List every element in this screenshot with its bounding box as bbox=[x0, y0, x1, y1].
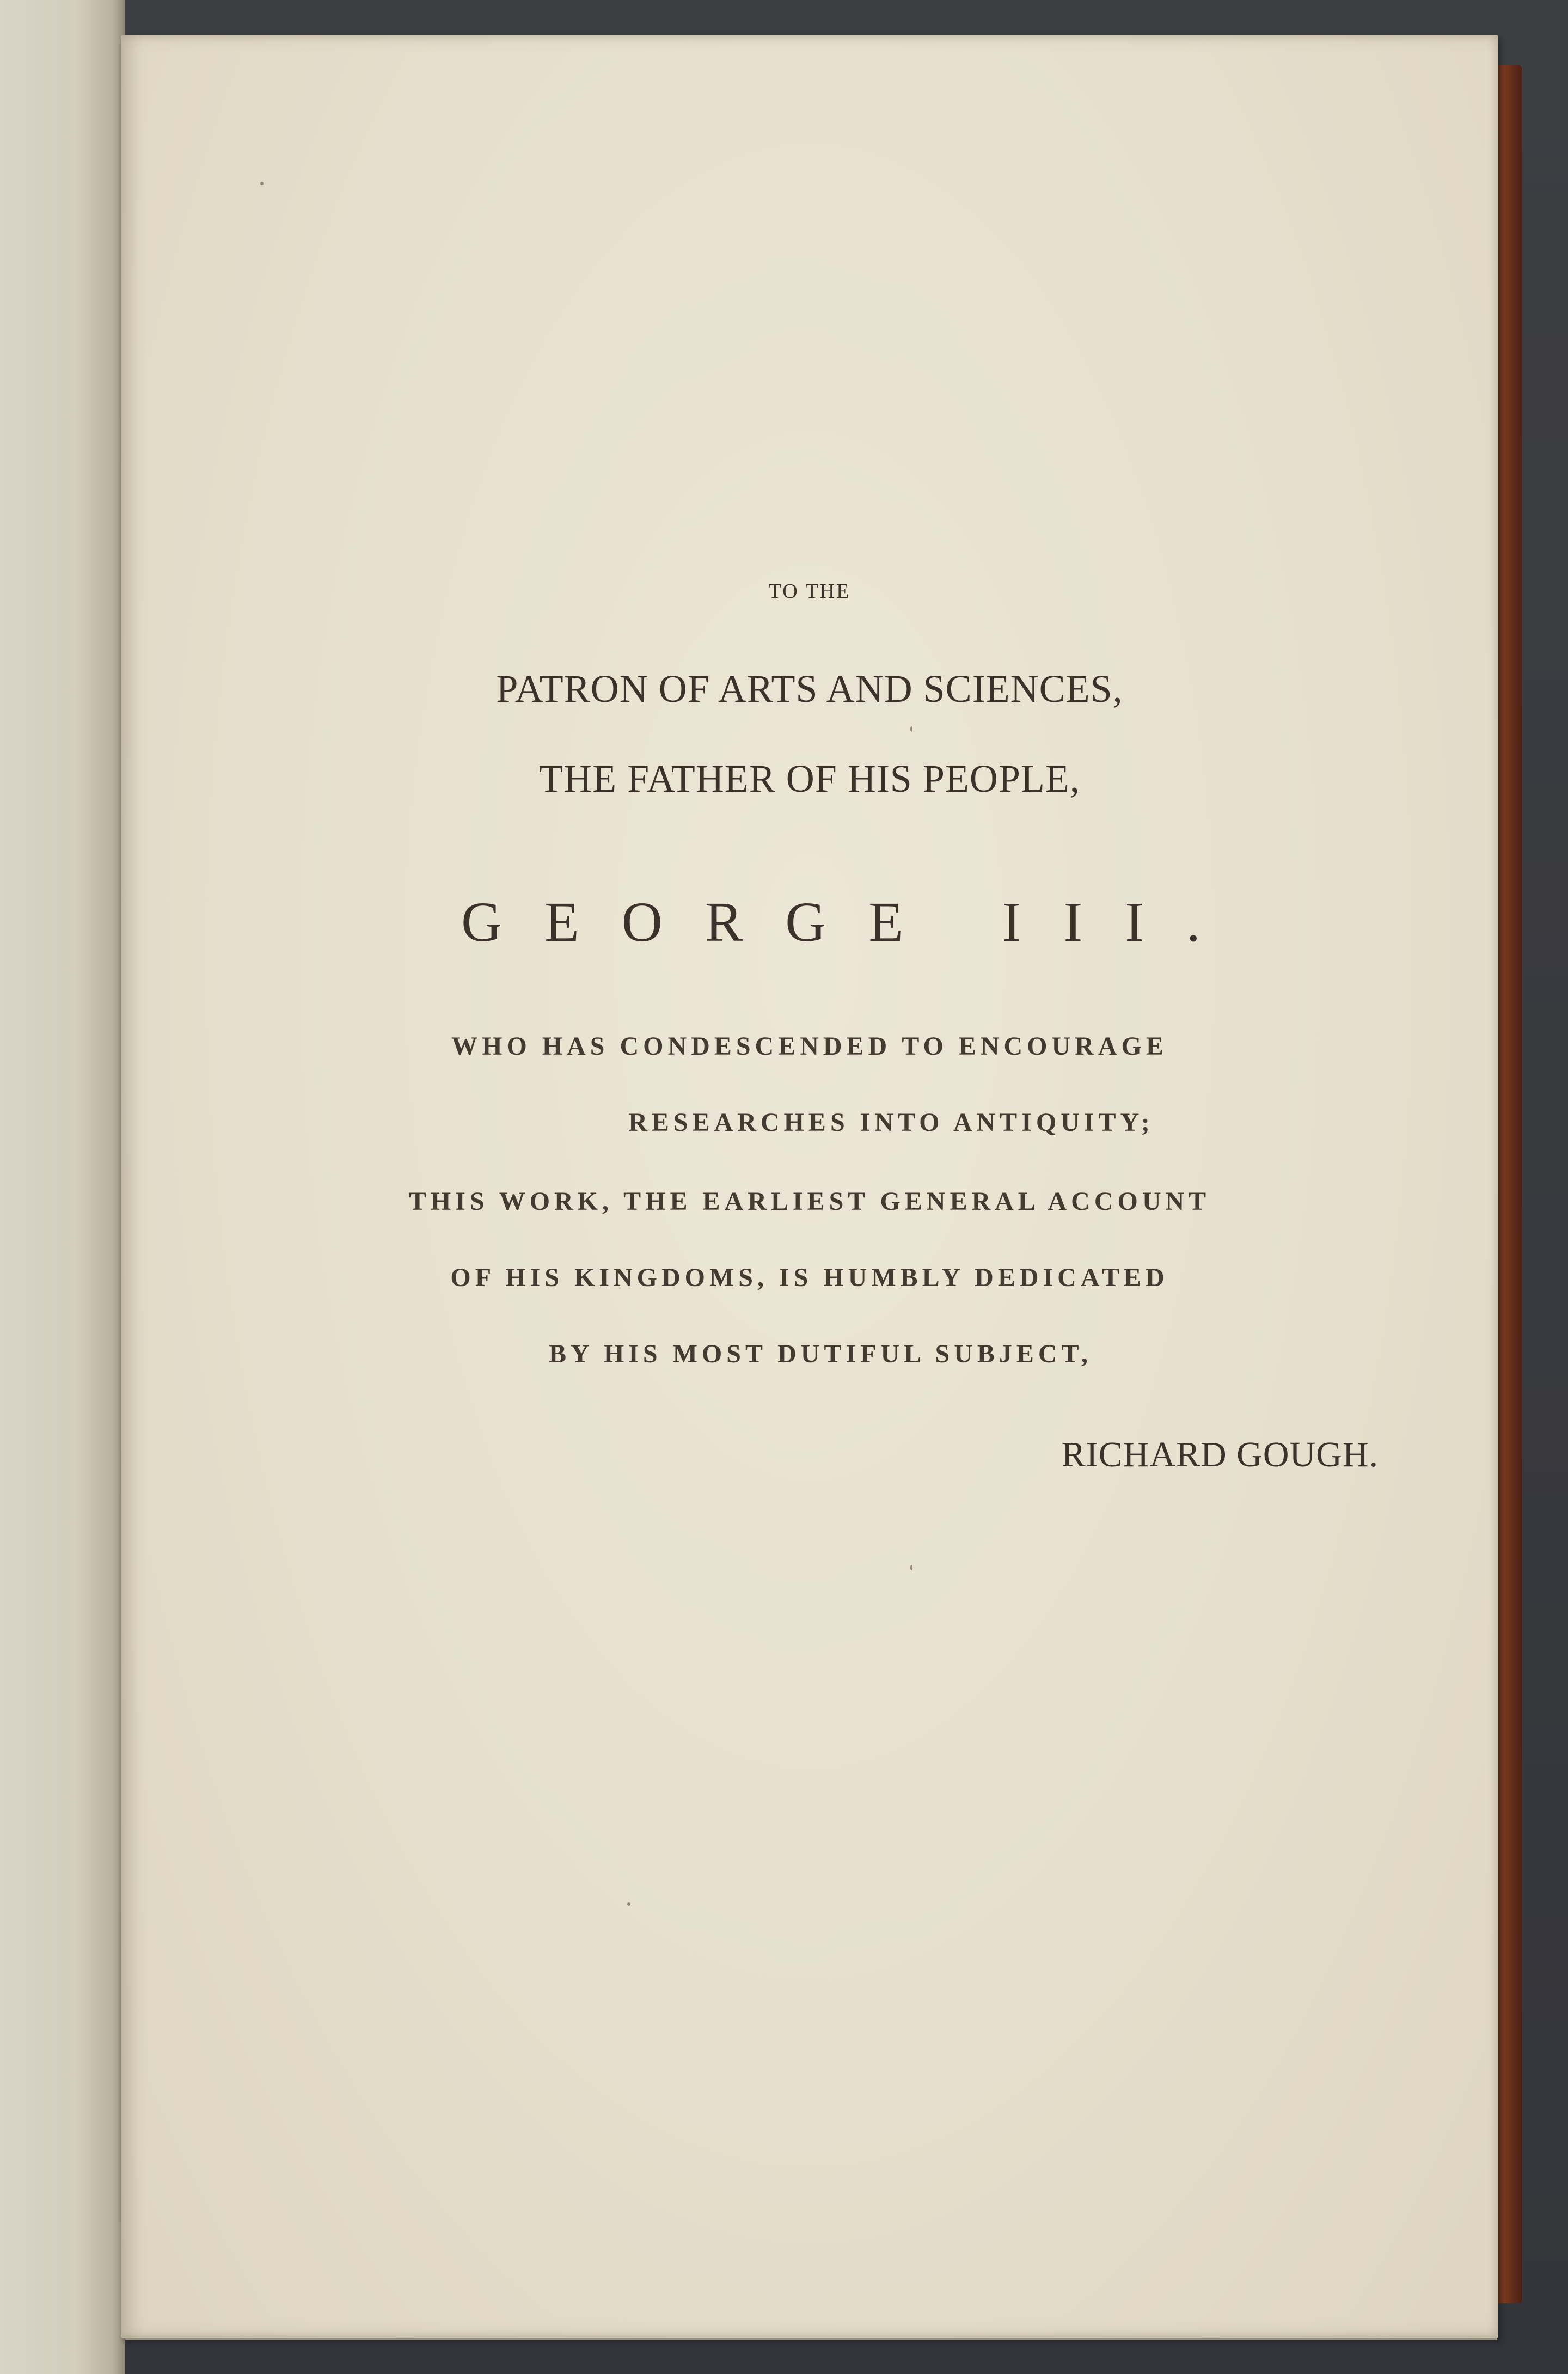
paper-speck bbox=[910, 1565, 912, 1570]
facing-page bbox=[0, 0, 125, 2374]
dedication-body-line-1: WHO HAS CONDESCENDED TO ENCOURAGE bbox=[451, 1032, 1168, 1061]
dedication-body-line-3: THIS WORK, THE EARLIEST GENERAL ACCOUNT bbox=[408, 1187, 1211, 1216]
dedication-body-line-4: OF HIS KINGDOMS, IS HUMBLY DEDICATED bbox=[450, 1263, 1169, 1292]
dedication-king-name: GEORGE III. bbox=[461, 891, 1243, 953]
dedication-to-the: TO THE bbox=[768, 580, 851, 603]
paper-speck bbox=[627, 1902, 630, 1906]
dedication-father-line: THE FATHER OF HIS PEOPLE, bbox=[539, 757, 1080, 800]
paper-speck bbox=[260, 182, 264, 185]
dedication-page bbox=[121, 35, 1498, 2338]
dedication-body-line-5: BY HIS MOST DUTIFUL SUBJECT, bbox=[549, 1339, 1092, 1368]
dedication-body-line-2: RESEARCHES INTO ANTIQUITY; bbox=[628, 1108, 1154, 1137]
dedication-patron-line: PATRON OF ARTS AND SCIENCES, bbox=[496, 667, 1123, 711]
dedication-signature: RICHARD GOUGH. bbox=[1061, 1435, 1379, 1474]
paper-speck bbox=[910, 726, 912, 732]
